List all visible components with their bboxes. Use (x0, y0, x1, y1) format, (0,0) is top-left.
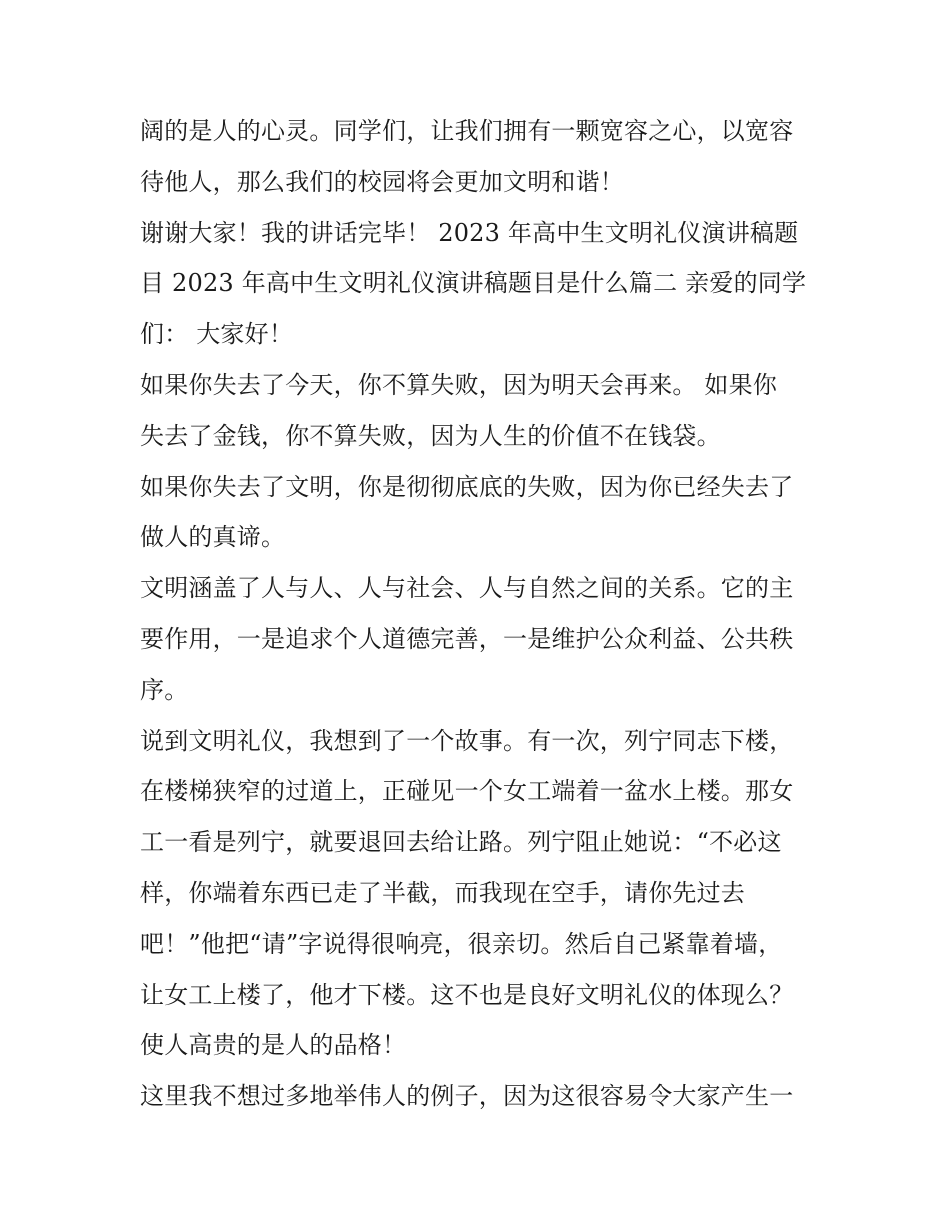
text-line: 目 2023 年高中生文明礼仪演讲稿题目是什么篇二 亲爱的同学 (140, 269, 807, 298)
text-line: 如果你失去了今天，你不算失败，因为明天会再来。 如果你 (140, 370, 778, 399)
text-line: 吧！”他把“请”字说得很响亮，很亲切。然后自己紧靠着墙， (140, 929, 783, 958)
text-line: 使人高贵的是人的品格！ (140, 1031, 407, 1060)
text-line: 们： 大家好！ (140, 320, 294, 349)
text-line: 失去了金钱，你不算失败，因为人生的价值不在钱袋。 (140, 421, 721, 450)
body-text (140, 106, 820, 1122)
text-line: 要作用，一是追求个人道德完善，一是维护公众利益、公共秩 (140, 624, 794, 653)
text-line: 文明涵盖了人与人、人与社会、人与自然之间的关系。它的主 (140, 574, 794, 603)
text-line: 谢谢大家！我的讲话完毕！ 2023 年高中生文明礼仪演讲稿题 (140, 218, 799, 247)
text-line: 在楼梯狭窄的过道上，正碰见一个女工端着一盆水上楼。那女 (140, 777, 794, 806)
text-line: 序。 (140, 675, 189, 704)
text-line: 让女工上楼了，他才下楼。这不也是良好文明礼仪的体现么？ (140, 980, 794, 1009)
text-line: 做人的真谛。 (140, 523, 286, 552)
text-line: 如果你失去了文明，你是彻彻底底的失败，因为你已经失去了 (140, 472, 794, 501)
text-line: 工一看是列宁，就要退回去给让路。列宁阻止她说：“不必这 (140, 828, 782, 857)
text-line: 阔的是人的心灵。同学们，让我们拥有一颗宽容之心，以宽容 (140, 117, 794, 145)
text-line: 样，你端着东西已走了半截，而我现在空手，请你先过去 (140, 878, 745, 907)
text-line: 待他人，那么我们的校园将会更加文明和谐！ (140, 167, 624, 196)
text-line: 这里我不想过多地举伟人的例子，因为这很容易令大家产生一 (140, 1082, 794, 1111)
text-line: 说到文明礼仪，我想到了一个故事。有一次，列宁同志下楼， (140, 726, 794, 755)
